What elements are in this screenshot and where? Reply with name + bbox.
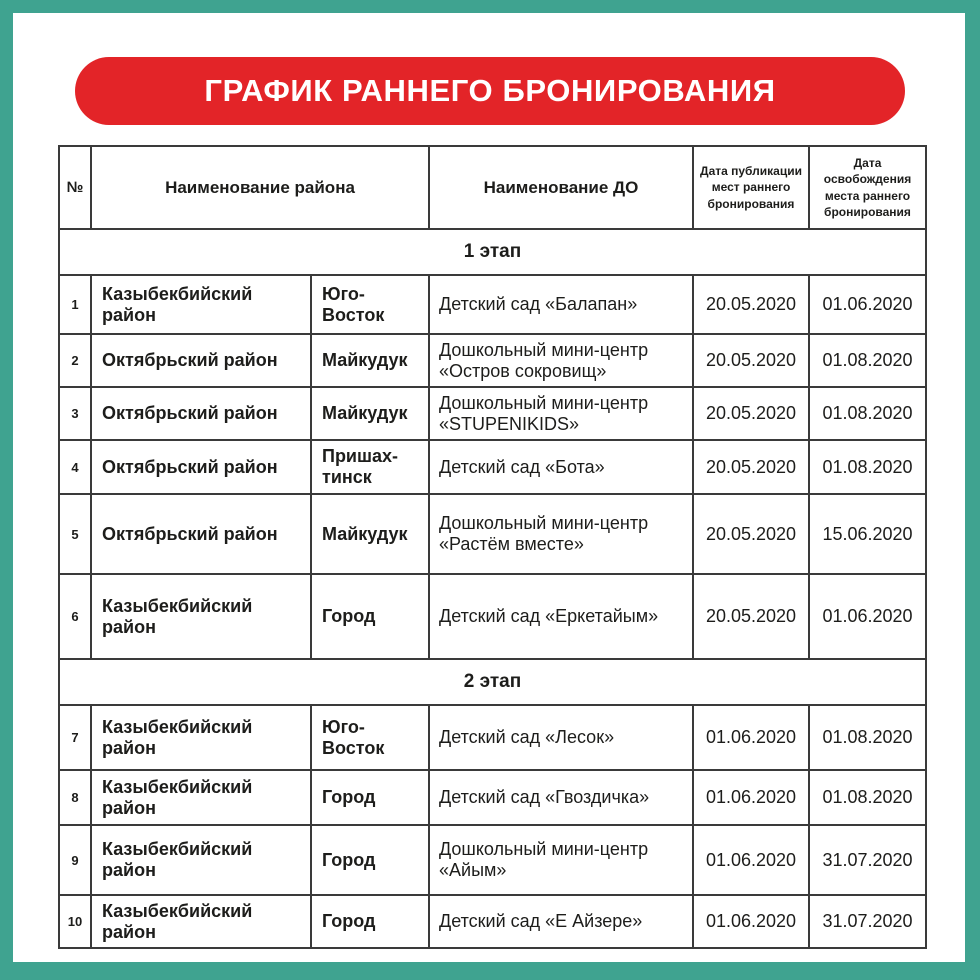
table-row <box>59 440 926 494</box>
release-date-cell: 01.08.2020 <box>809 770 926 825</box>
publish-date-cell: 20.05.2020 <box>693 494 809 574</box>
preschool-cell: Дошкольный мини-центр «Растём вместе» <box>429 494 693 574</box>
district-cell: Казыбекбийский район <box>91 825 311 895</box>
release-date-cell: 31.07.2020 <box>809 825 926 895</box>
release-date-cell: 01.08.2020 <box>809 705 926 770</box>
title-banner <box>75 57 905 125</box>
area-cell: Майкудук <box>311 334 429 387</box>
row-number-cell: 1 <box>59 275 91 334</box>
preschool-cell: Детский сад «Лесок» <box>429 705 693 770</box>
row-number-cell: 2 <box>59 334 91 387</box>
section-row-stage2 <box>59 659 926 705</box>
row-number-cell: 4 <box>59 440 91 494</box>
publish-date-cell: 20.05.2020 <box>693 387 809 440</box>
preschool-cell: Дошкольный мини-центр «STUPENIKIDS» <box>429 387 693 440</box>
preschool-cell: Детский сад «Балапан» <box>429 275 693 334</box>
preschool-cell: Детский сад «Гвоздичка» <box>429 770 693 825</box>
area-cell: Пришах-тинск <box>311 440 429 494</box>
district-cell: Казыбекбийский район <box>91 705 311 770</box>
booking-schedule-table <box>58 145 927 949</box>
area-cell: Юго-Восток <box>311 705 429 770</box>
district-cell: Октябрьский район <box>91 494 311 574</box>
column-header-release-date: Дата освобождения места раннего бронирования <box>809 146 926 229</box>
district-cell: Казыбекбийский район <box>91 895 311 948</box>
preschool-cell: Детский сад «Е Айзере» <box>429 895 693 948</box>
row-number-cell: 5 <box>59 494 91 574</box>
preschool-cell: Детский сад «Бота» <box>429 440 693 494</box>
area-cell: Юго-Восток <box>311 275 429 334</box>
release-date-cell: 01.08.2020 <box>809 440 926 494</box>
column-header-preschool: Наименование ДО <box>429 146 693 229</box>
area-cell: Майкудук <box>311 387 429 440</box>
area-cell: Город <box>311 574 429 659</box>
release-date-cell: 31.07.2020 <box>809 895 926 948</box>
table-row <box>59 705 926 770</box>
release-date-cell: 01.08.2020 <box>809 334 926 387</box>
publish-date-cell: 20.05.2020 <box>693 440 809 494</box>
row-number-cell: 3 <box>59 387 91 440</box>
district-cell: Казыбекбийский район <box>91 275 311 334</box>
table-row <box>59 387 926 440</box>
district-cell: Октябрьский район <box>91 440 311 494</box>
table-row <box>59 895 926 948</box>
table-row <box>59 275 926 334</box>
area-cell: Город <box>311 825 429 895</box>
publish-date-cell: 01.06.2020 <box>693 895 809 948</box>
area-cell: Город <box>311 895 429 948</box>
publish-date-cell: 20.05.2020 <box>693 334 809 387</box>
preschool-cell: Дошкольный мини-центр «Остров сокровищ» <box>429 334 693 387</box>
column-header-publish-date: Дата публикации мест раннего бронирования <box>693 146 809 229</box>
preschool-cell: Детский сад «Еркетайым» <box>429 574 693 659</box>
release-date-cell: 01.06.2020 <box>809 275 926 334</box>
preschool-cell: Дошкольный мини-центр «Айым» <box>429 825 693 895</box>
publish-date-cell: 01.06.2020 <box>693 770 809 825</box>
column-header-district: Наименование района <box>91 146 429 229</box>
row-number-cell: 10 <box>59 895 91 948</box>
table-row <box>59 574 926 659</box>
district-cell: Казыбекбийский район <box>91 574 311 659</box>
publish-date-cell: 01.06.2020 <box>693 825 809 895</box>
table-header-row <box>59 146 926 229</box>
area-cell: Город <box>311 770 429 825</box>
section-label: 2 этап <box>59 659 926 705</box>
release-date-cell: 01.08.2020 <box>809 387 926 440</box>
table-row <box>59 494 926 574</box>
section-label: 1 этап <box>59 229 926 275</box>
table-row <box>59 334 926 387</box>
row-number-cell: 8 <box>59 770 91 825</box>
release-date-cell: 01.06.2020 <box>809 574 926 659</box>
column-header-num: № <box>59 146 91 229</box>
row-number-cell: 6 <box>59 574 91 659</box>
release-date-cell: 15.06.2020 <box>809 494 926 574</box>
row-number-cell: 9 <box>59 825 91 895</box>
district-cell: Октябрьский район <box>91 387 311 440</box>
district-cell: Казыбекбийский район <box>91 770 311 825</box>
publish-date-cell: 20.05.2020 <box>693 574 809 659</box>
publish-date-cell: 01.06.2020 <box>693 705 809 770</box>
table-row <box>59 770 926 825</box>
area-cell: Майкудук <box>311 494 429 574</box>
district-cell: Октябрьский район <box>91 334 311 387</box>
publish-date-cell: 20.05.2020 <box>693 275 809 334</box>
table-row <box>59 825 926 895</box>
page-title: ГРАФИК РАННЕГО БРОНИРОВАНИЯ <box>204 73 776 108</box>
row-number-cell: 7 <box>59 705 91 770</box>
section-row-stage1 <box>59 229 926 275</box>
